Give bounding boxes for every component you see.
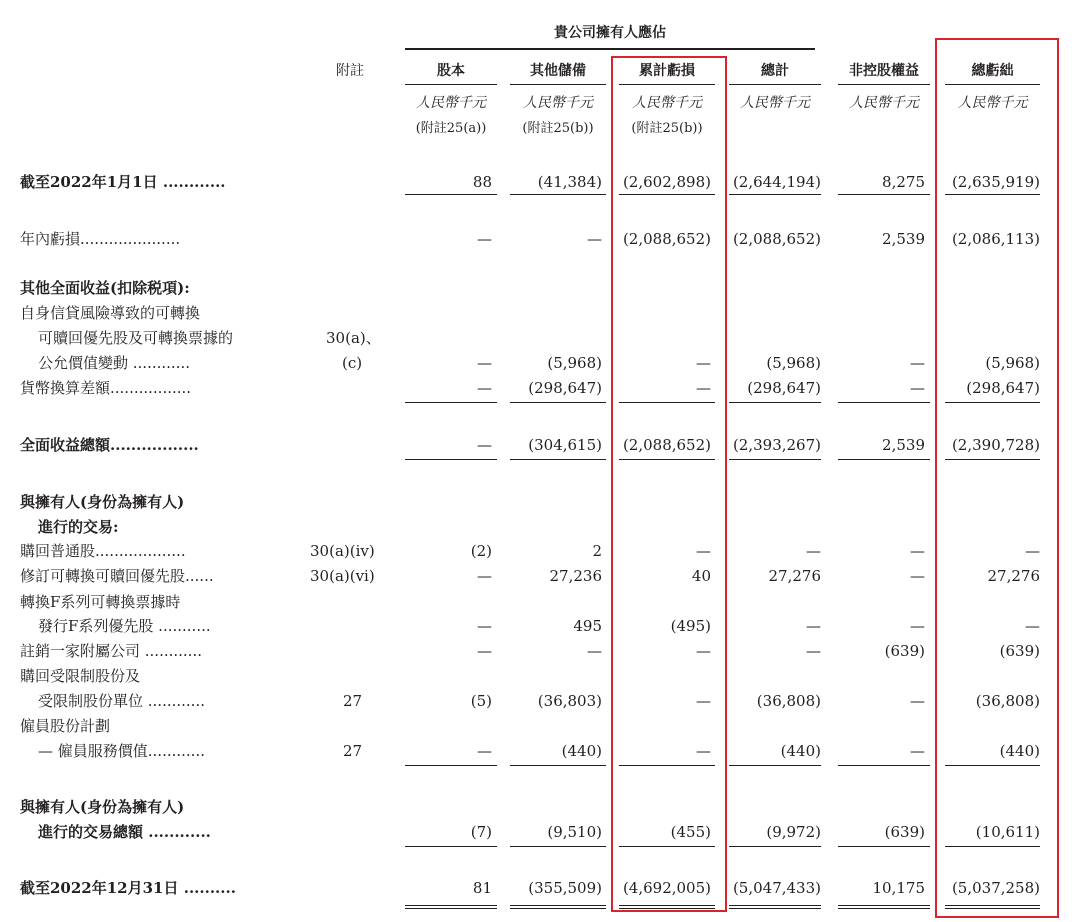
- group-title: 貴公司擁有人應佔: [554, 25, 666, 41]
- row-value-cell: (639): [999, 642, 1040, 660]
- row-value-cell: —: [587, 230, 602, 248]
- row-value-cell: (2,602,898): [622, 173, 711, 191]
- column-note-ref: (附註25(b)): [631, 121, 703, 136]
- row-value-cell: (5,968): [985, 354, 1040, 372]
- column-unit: 人民幣千元: [849, 95, 919, 111]
- total-double-rule: [405, 905, 497, 909]
- subtotal-rule: [405, 459, 497, 460]
- row-note-ref: 30(a)(vi): [310, 567, 375, 585]
- column-header-title: 總虧絀: [971, 63, 1014, 79]
- column-header-rule: [838, 84, 930, 85]
- row-label: 公允價值變動 ............: [38, 354, 190, 372]
- row-value-cell: (36,803): [537, 692, 602, 710]
- row-value-cell: —: [587, 642, 602, 660]
- row-value-cell: 2: [592, 542, 602, 560]
- row-value-cell: —: [696, 379, 711, 397]
- row-value-cell: —: [477, 742, 492, 760]
- row-note-ref: 27: [343, 742, 363, 760]
- subtotal-rule: [619, 846, 715, 847]
- column-note-ref: (附註25(b)): [522, 121, 594, 136]
- subtotal-rule: [405, 402, 497, 403]
- row-value-cell: (4,692,005): [622, 879, 711, 897]
- oci-item-note-line1: 30(a)、: [326, 329, 381, 347]
- row-value-cell: (36,808): [975, 692, 1040, 710]
- total-double-rule: [838, 905, 930, 909]
- row-value-cell: —: [806, 617, 821, 635]
- column-header-rule: [729, 84, 821, 85]
- row-value-cell: (304,615): [528, 436, 602, 454]
- row-value-cell: (2): [470, 542, 492, 560]
- subtotal-rule: [945, 402, 1040, 403]
- column-note-ref: (附註25(a)): [415, 121, 487, 136]
- subtotal-rule: [510, 459, 606, 460]
- subtotal-rule: [510, 846, 606, 847]
- row-value-cell: (639): [884, 823, 925, 841]
- note-column-header: 附註: [336, 63, 364, 79]
- row-value-cell: —: [910, 692, 925, 710]
- column-unit: 人民幣千元: [957, 95, 1028, 111]
- opening-balance-rule: [945, 194, 1040, 195]
- row-value-cell: (639): [884, 642, 925, 660]
- opening-balance-rule: [405, 194, 497, 195]
- row-value-cell: 40: [691, 567, 711, 585]
- row-value-cell: (495): [670, 617, 711, 635]
- column-unit: 人民幣千元: [416, 95, 486, 111]
- row-value-cell: —: [910, 567, 925, 585]
- subtotal-rule: [619, 459, 715, 460]
- row-value-cell: —: [910, 379, 925, 397]
- transactions-title-line1: 與擁有人(身份為擁有人): [20, 493, 185, 511]
- row-value-cell: —: [477, 230, 492, 248]
- column-header-title: 總計: [761, 63, 789, 79]
- employee-share-plan-label-line1: 僱員股份計劃: [20, 717, 111, 735]
- row-value-cell: —: [477, 617, 492, 635]
- row-value-cell: (440): [780, 742, 821, 760]
- row-label: 截至2022年12月31日 ..........: [20, 879, 236, 897]
- row-value-cell: (2,393,267): [732, 436, 821, 454]
- opening-balance-rule: [510, 194, 606, 195]
- row-value-cell: (355,509): [528, 879, 602, 897]
- row-value-cell: (298,647): [747, 379, 821, 397]
- row-value-cell: 27,276: [768, 567, 821, 585]
- row-value-cell: (298,647): [528, 379, 602, 397]
- row-value-cell: (2,390,728): [951, 436, 1040, 454]
- row-value-cell: (10,611): [975, 823, 1040, 841]
- oci-item-label-line2: 可贖回優先股及可轉換票據的: [38, 329, 234, 347]
- row-label: 註銷一家附屬公司 ............: [20, 642, 202, 660]
- subtotal-rule: [838, 459, 930, 460]
- row-value-cell: —: [910, 617, 925, 635]
- row-value-cell: —: [910, 742, 925, 760]
- row-value-cell: —: [477, 379, 492, 397]
- row-label: 購回普通股...................: [20, 542, 186, 560]
- subtotal-rule: [945, 765, 1040, 766]
- oci-section-title: 其他全面收益(扣除税項):: [20, 279, 190, 297]
- column-header-title: 其他儲備: [530, 63, 586, 79]
- row-value-cell: —: [477, 436, 492, 454]
- row-note-ref: 30(a)(iv): [310, 542, 375, 560]
- column-unit: 人民幣千元: [523, 95, 593, 111]
- column-header-title: 累計虧損: [639, 63, 695, 79]
- row-value-cell: (9,510): [547, 823, 602, 841]
- row-value-cell: —: [696, 542, 711, 560]
- row-value-cell: —: [910, 354, 925, 372]
- row-value-cell: (36,808): [756, 692, 821, 710]
- row-value-cell: 81: [472, 879, 492, 897]
- row-label: 修訂可轉換可贖回優先股......: [20, 567, 214, 585]
- subtotal-rule: [838, 846, 930, 847]
- row-value-cell: (2,635,919): [951, 173, 1040, 191]
- column-header-title: 股本: [437, 63, 465, 79]
- total-double-rule: [945, 905, 1040, 909]
- row-value-cell: (5,968): [547, 354, 602, 372]
- subtotal-rule: [405, 765, 497, 766]
- transactions-total-title-line1: 與擁有人(身份為擁有人): [20, 798, 185, 816]
- row-value-cell: 8,275: [882, 173, 925, 191]
- opening-balance-rule: [619, 194, 715, 195]
- row-label: 年內虧損.....................: [20, 230, 181, 248]
- subtotal-rule: [619, 402, 715, 403]
- row-value-cell: —: [1025, 542, 1040, 560]
- row-value-cell: (2,088,652): [622, 436, 711, 454]
- row-note-ref: (c): [342, 354, 363, 372]
- row-value-cell: 2,539: [882, 436, 925, 454]
- row-value-cell: (5,037,258): [951, 879, 1040, 897]
- row-value-cell: (2,088,652): [732, 230, 821, 248]
- row-value-cell: 88: [472, 173, 492, 191]
- row-value-cell: (2,644,194): [732, 173, 821, 191]
- subtotal-rule: [729, 765, 821, 766]
- subtotal-rule: [619, 765, 715, 766]
- subtotal-rule: [405, 846, 497, 847]
- subtotal-rule: [510, 402, 606, 403]
- opening-balance-rule: [838, 194, 930, 195]
- header-rule: [405, 48, 815, 50]
- row-value-cell: —: [806, 642, 821, 660]
- row-value-cell: —: [910, 542, 925, 560]
- row-value-cell: (2,088,652): [622, 230, 711, 248]
- subtotal-rule: [729, 459, 821, 460]
- row-value-cell: —: [477, 567, 492, 585]
- column-header-rule: [510, 84, 606, 85]
- column-header-title: 非控股權益: [849, 63, 919, 79]
- opening-balance-rule: [729, 194, 821, 195]
- column-unit: 人民幣千元: [740, 95, 810, 111]
- column-header-rule: [405, 84, 497, 85]
- conversion-label-line1: 轉換F系列可轉換票據時: [20, 593, 181, 611]
- total-double-rule: [619, 905, 715, 909]
- row-value-cell: —: [696, 642, 711, 660]
- row-value-cell: 10,175: [872, 879, 925, 897]
- oci-item-label-line1: 自身信貸風險導致的可轉換: [20, 304, 201, 322]
- row-value-cell: —: [806, 542, 821, 560]
- column-unit: 人民幣千元: [632, 95, 702, 111]
- row-value-cell: (7): [470, 823, 492, 841]
- row-value-cell: (9,972): [766, 823, 821, 841]
- subtotal-rule: [838, 765, 930, 766]
- subtotal-rule: [945, 459, 1040, 460]
- row-label: — 僱員服務價值............: [38, 742, 205, 760]
- row-note-ref: 27: [343, 692, 363, 710]
- row-value-cell: (455): [670, 823, 711, 841]
- restricted-shares-label-line1: 購回受限制股份及: [20, 667, 141, 685]
- row-value-cell: (41,384): [537, 173, 602, 191]
- row-label: 截至2022年1月1日 ............: [20, 173, 226, 191]
- row-value-cell: (5,047,433): [732, 879, 821, 897]
- total-double-rule: [510, 905, 606, 909]
- row-value-cell: (2,086,113): [951, 230, 1040, 248]
- row-value-cell: —: [1025, 617, 1040, 635]
- subtotal-rule: [838, 402, 930, 403]
- subtotal-rule: [729, 846, 821, 847]
- row-label: 受限制股份單位 ............: [38, 692, 205, 710]
- row-label: 進行的交易總額 ............: [38, 823, 211, 841]
- total-double-rule: [729, 905, 821, 909]
- row-value-cell: (298,647): [966, 379, 1040, 397]
- row-value-cell: 27,276: [987, 567, 1040, 585]
- row-value-cell: (440): [561, 742, 602, 760]
- row-value-cell: —: [477, 354, 492, 372]
- row-value-cell: —: [477, 642, 492, 660]
- subtotal-rule: [510, 765, 606, 766]
- row-value-cell: —: [696, 354, 711, 372]
- row-value-cell: (440): [999, 742, 1040, 760]
- row-value-cell: (5): [470, 692, 492, 710]
- row-label: 貨幣換算差額.................: [20, 379, 192, 397]
- transactions-title-line2: 進行的交易:: [38, 518, 119, 536]
- row-value-cell: 27,236: [549, 567, 602, 585]
- subtotal-rule: [945, 846, 1040, 847]
- row-value-cell: (5,968): [766, 354, 821, 372]
- highlight-box-total-deficit: [935, 38, 1059, 918]
- row-label: 全面收益總額.................: [20, 436, 199, 454]
- row-value-cell: 495: [573, 617, 602, 635]
- row-value-cell: —: [696, 692, 711, 710]
- row-value-cell: —: [696, 742, 711, 760]
- row-value-cell: 2,539: [882, 230, 925, 248]
- subtotal-rule: [729, 402, 821, 403]
- row-label: 發行F系列優先股 ...........: [38, 617, 211, 635]
